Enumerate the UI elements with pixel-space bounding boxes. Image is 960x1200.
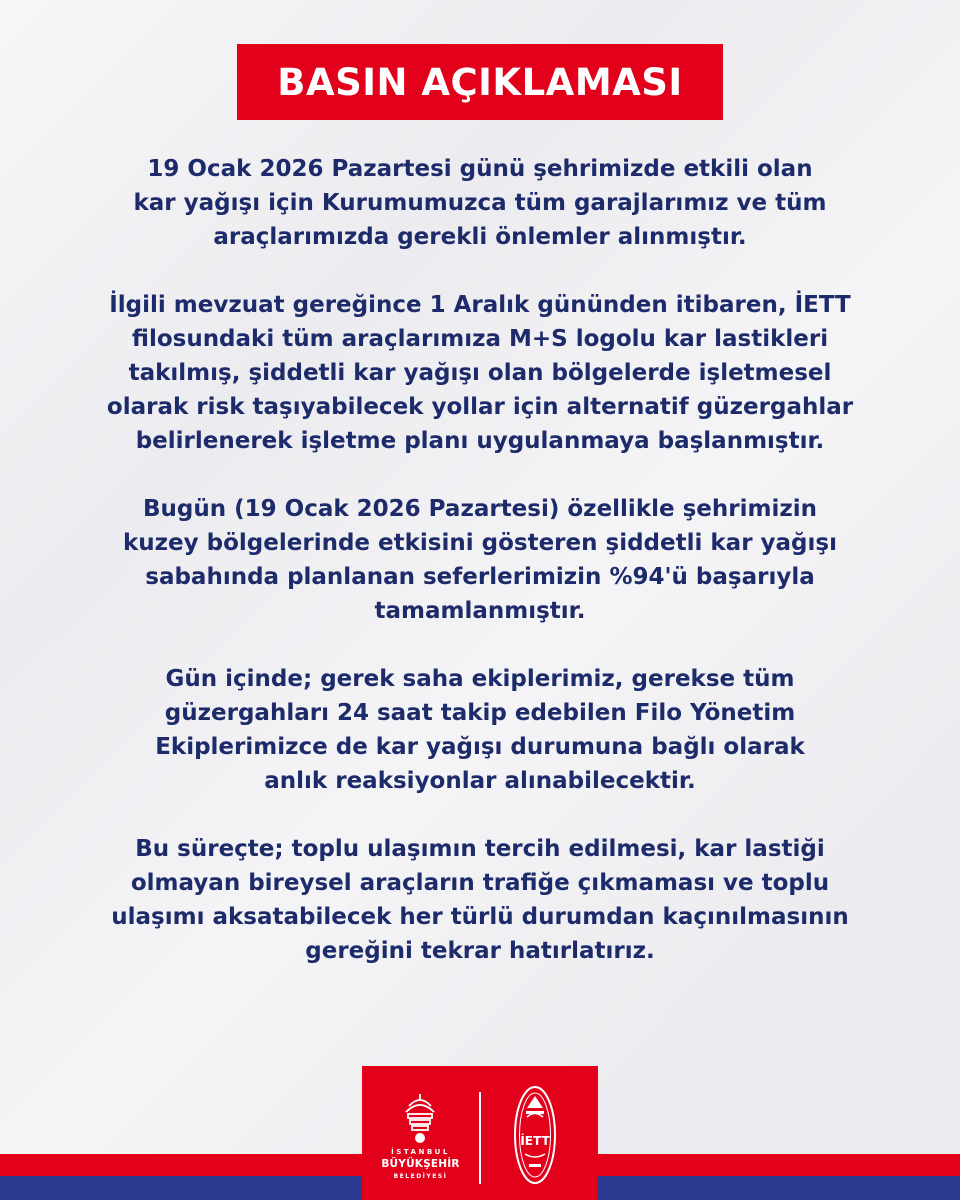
ibb-emblem-icon <box>401 1092 439 1144</box>
iett-logo-text: İETT <box>520 1134 550 1148</box>
paragraph-3 <box>60 492 900 628</box>
ibb-logo-line1: İSTANBUL <box>391 1148 450 1156</box>
press-release-body <box>60 152 900 1002</box>
text-line: anlık reaksiyonlar alınabilecektir. <box>264 768 696 794</box>
text-line: Bu süreçte; toplu ulaşımın tercih edilmesi, kar lastiği <box>135 836 825 862</box>
text-line: olarak risk taşıyabilecek yollar için alternatif güzergahlar <box>106 394 854 420</box>
text-line: tamamlanmıştır. <box>374 598 586 624</box>
text-line: Bugün (19 Ocak 2026 Pazartesi) özellikle şehrimizin <box>143 496 817 522</box>
text-line: takılmış, şiddetli kar yağışı olan bölgelerde işletmesel <box>128 360 832 386</box>
text-line: olmayan bireysel araçların trafiğe çıkmaması ve toplu <box>130 870 830 896</box>
text-line: belirlenerek işletme planı uygulanmaya başlanmıştır. <box>135 428 825 454</box>
iett-emblem-icon <box>512 1084 558 1186</box>
text-line: filosundaki tüm araçlarımıza M+S logolu kar lastikleri <box>131 326 829 352</box>
text-line: 19 Ocak 2026 Pazartesi günü şehrimizde etkili olan <box>147 156 813 182</box>
text-line: kuzey bölgelerinde etkisini gösteren şiddetli kar yağışı <box>123 530 837 556</box>
text-line: sabahında planlanan seferlerimizin %94'ü başarıyla <box>145 564 815 590</box>
text-line: ulaşımı aksatabilecek her türlü durumdan kaçınılmasının <box>111 904 849 930</box>
text-line: Gün içinde; gerek saha ekiplerimiz, gerekse tüm <box>165 666 795 692</box>
title-banner <box>237 44 723 120</box>
footer-logo-panel <box>362 1066 598 1200</box>
ibb-logo-line2: BÜYÜKŞEHİR <box>381 1158 460 1170</box>
paragraph-5 <box>60 832 900 968</box>
ibb-logo-line3: BELEDİYESİ <box>393 1173 448 1180</box>
logo-divider <box>479 1092 481 1184</box>
text-line: araçlarımızda gerekli önlemler alınmıştır. <box>213 224 747 250</box>
text-line: Ekiplerimizce de kar yağışı durumuna bağlı olarak <box>155 734 805 760</box>
ibb-logo <box>362 1066 479 1200</box>
text-line: gereğini tekrar hatırlatırız. <box>305 938 655 964</box>
paragraph-4 <box>60 662 900 798</box>
text-line: İlgili mevzuat gereğince 1 Aralık gününden itibaren, İETT <box>109 292 851 318</box>
text-line: güzergahları 24 saat takip edebilen Filo Yönetim <box>164 700 796 726</box>
page-title: BASIN AÇIKLAMASI <box>277 60 683 104</box>
text-line: kar yağışı için Kurumumuzca tüm garajlarımız ve tüm <box>133 190 827 216</box>
paragraph-1 <box>60 152 900 254</box>
paragraph-2 <box>60 288 900 458</box>
